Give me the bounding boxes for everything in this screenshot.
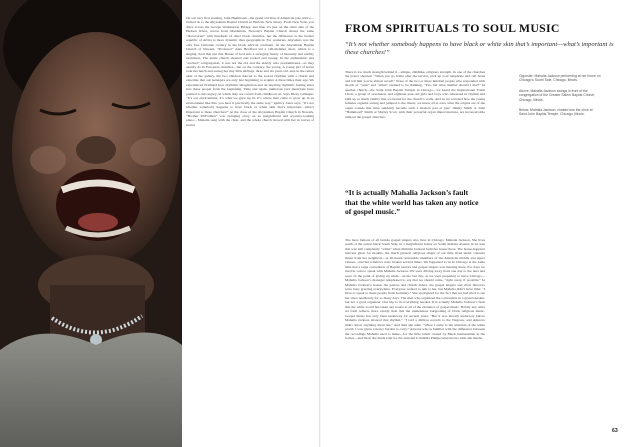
page-number: 63 — [612, 428, 618, 434]
pull-quote: “It is actually Mahalia Jackson’s fault that the white world has taken any notice of gospel music.” — [345, 188, 479, 217]
caption-below: Below: Mahalia Jackson, chatted into the choir at Saint John Baptist Temple, Chicago, Illinois. — [519, 108, 593, 117]
left-column-paragraph: On our very first evening, John Hammond—the grand old man of American jazz critics—invited us to the Abyssinian Baptist Church in Harlem, New Jersey. From New York, you drive across the George Washington Bridge, and then it’s just on the other side of the Hudson River, across from Manhattan. Newark’s Baptist Church shares the same “discoveries” with hundreds of other black churches, but the difference is the former republic of Africa is more dynamic than geographical. For centuries, Abyssinia was the only free Christian country in the black African continent. At the Abyssinian Baptist Church of Newark, “Professor” Alex Bradford led a 120-member choir, which is a singing choir that put that House of God into a swinging frenzy of heavenly and earthly exaltation. The entire church shouted and rocked and swung. In the enthusiastic and “excited” congregation, it was not the old and the elderly who predominated—as they usually do in European churches—but on the contrary, the young. A young girl of seven took her lunch and swung her tiny little siblings, three and six years old, and on the center aisle of the gallery, the two children danced to the sacred rhythms with a charm and expertise that our teenagers are only just beginning to acquire at three times their age. We experienced firsthand how rhythmic imagination and an unerring rhythmic feeling enter into these people from the beginning. Time and again, numerous jazz musicians have pointed to this legacy, in which they are rooted from childhood on. Says Dizzy Gillespie: “It’s our environment, it’s what we grew up in. It’s where men came to grow up in an environment like this, you hear it practically the same way.” Quincy Jones says, “It’s not whether somebody happens to have black or white skin that’s important—what’s important is these churches!” At the close of the Abyssinian Baptist Church in Newark, “Brother McFadden” was swinging away on an insignificant and scrawny-looking piano... Mahalia sang with the choir, and the whole church moved with her in waves of sound. — [186, 16, 314, 127]
page-gutter — [319, 0, 321, 447]
column-two-paragraph: The most famous of all female gospel singers also lives in Chicago: Mahalia Jackson. She lives south of the actual black South Side, in a magnificent house on South Indiana Avenue in an area that was still completely “white” when Mahalia Jackson built her house there. The house-happiest suitcase guest for months, the much greatest religious singer of our time lived under constant threat from her neighbors—at all-hours reasonable members of the American middle and upper classes—and her windows were broken several times. We happened to be in Chicago at the same time that a large convention of Baptist pastors and gospel singers was meeting there. For days we tried in vain to speak with Mahalia Jackson. We were driving away from one day to the next and were on the point of giving up when—on the last day, as we were preparing to leave Chicago—Mahalia Jackson’s manager telephoned to say that we should come, “right away, if possible.” In Mahalia Jackson’s house, the pastors and church elders, the gospel singers and choir directors were busy greeting everywhere. Everyone wanted to talk to her, but Mahalia didn’t have time: “I have to speak to these people from Germany.” She apologized for the fact that we had tried to see her since needlessly for so many days. The men who organized the convention in a grand speaker, but not a good organizer. Our trip to its everything needed. It is actually Mahalia Jackson’s fault that the white world has taken any notice at all of the existence of gospel music. Hardly any other art form reflects more clearly than this the tremendous burgeoning of black religious music. Gospel music has only been underway for several years. “But it was already underway before Mahalia Jackson showed that rhythm,” “I told a million records to the Negroes, and America didn’t know anything about me.” And then she adds, “When I came to the attention of the white world, I was given a heavy burden to carry.” Anyone who is familiar with the difference between the recordings Mahalia used to make—for the little labels owned by Black businessmen in the forties—and those she made later for the national Columbia Philips label knows what she means. — [345, 238, 485, 340]
body-column-one — [345, 70, 485, 180]
column-one-paragraph: There is too much strength behind it—simple, childlike, religious strength. In one of the churches the pastor shouted: “When you go home after the service, pick up your telephone and call Jesus and tell him you’re almost saved!” None of the two or three hundred people who responded with shouts of “yeah” and “amen” seemed to be thinking, “Yes, but what number should I dial?” In another church—the Saint John Baptist Temple in Chicago—we heard the Inspirational Youth Choir, a group of seventeen- and eighteen-year-old girls and boys who rehearsed in rhythm and built up so much vitality that we feared for the church’s walls. And as we watched how the young females organist swung and jumped to the music, we knew all at once what the origins are of the organ sounds that have suddenly become such a modern part of jazz: Jimmy Smith or John “Hammond” Smith or Shirley Scott, with their powerful organ improvisations, are inconceivable without the gospel churches. — [345, 70, 485, 119]
caption-opposite: Opposite: Mahalia Jackson performing at her home on Chicago’s South Side, Chicago, Illinois. — [519, 74, 601, 83]
left-column-text — [186, 16, 314, 436]
portrait-photo — [0, 0, 182, 447]
caption-above: Above: Mahalia Jackson swings in front of the congregation of the Greater Salem Baptist Church, Chicago, Illinois. — [519, 88, 596, 102]
article-headline: FROM SPIRITUALS TO SOUL MUSIC — [345, 21, 560, 35]
photo-captions — [519, 74, 601, 123]
body-column-two — [345, 238, 485, 428]
article-standfirst: “It’s not whether somebody happens to have black or white skin that’s important—what’s important is these churches!” — [345, 41, 614, 56]
portrait-illustration — [0, 0, 182, 447]
